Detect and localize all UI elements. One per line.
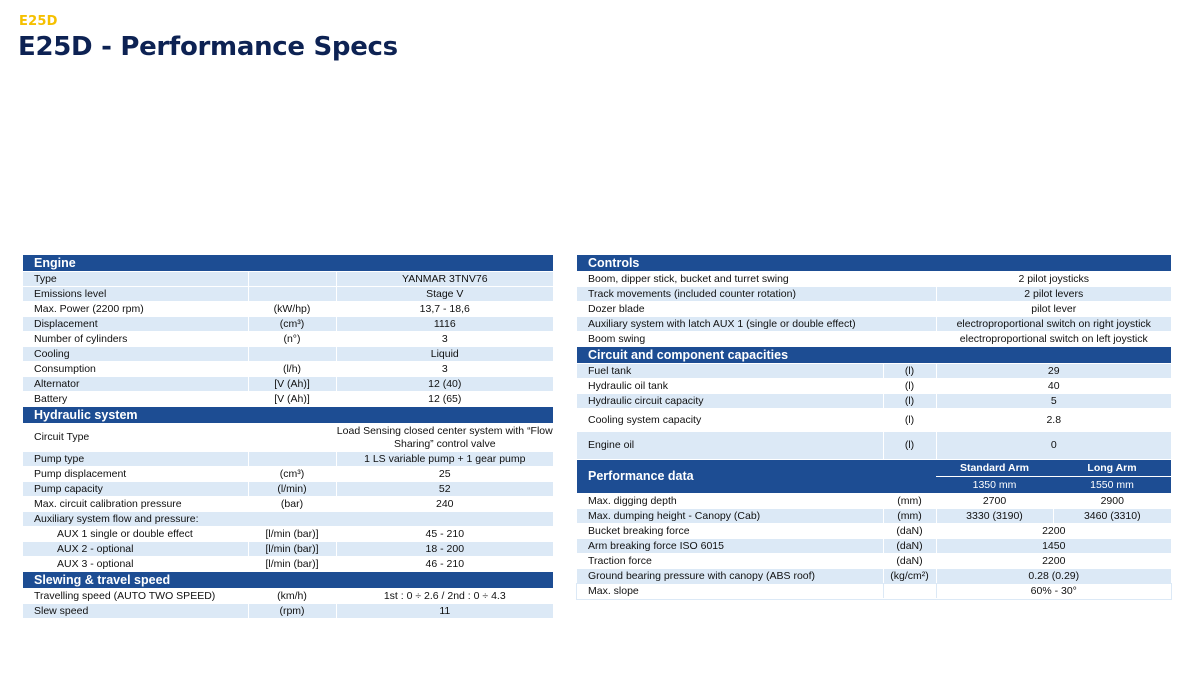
row-value: 1st : 0 ÷ 2.6 / 2nd : 0 ÷ 4.3 (336, 589, 553, 604)
row-unit: (n°) (248, 332, 336, 347)
table-row (23, 497, 553, 512)
table-row (23, 347, 553, 362)
row-label: Max. slope (577, 584, 883, 599)
table-row (23, 287, 553, 302)
row-unit: [V (Ah)] (248, 392, 336, 407)
right-spec-table (577, 255, 1171, 599)
row-value: 1116 (336, 317, 553, 332)
table-row (577, 332, 1171, 347)
row-value: 2.8 (936, 409, 1171, 432)
performance-section-title: Performance data (577, 460, 936, 494)
row-label: Ground bearing pressure with canopy (ABS roof) (577, 569, 883, 584)
row-unit: (daN) (883, 539, 936, 554)
row-unit: (l) (883, 432, 936, 460)
row-value: 45 - 210 (336, 527, 553, 542)
table-row (577, 539, 1171, 554)
hydraulic-section-title: Hydraulic system (23, 407, 553, 424)
row-label: Auxiliary system flow and pressure: (23, 512, 553, 527)
row-value: electroproportional switch on right joystick (936, 317, 1171, 332)
table-row (23, 467, 553, 482)
row-label: AUX 3 - optional (23, 557, 248, 572)
row-unit: (l) (883, 379, 936, 394)
table-row (23, 377, 553, 392)
row-unit (248, 452, 336, 467)
capacities-section-header (577, 347, 1171, 364)
standard-arm-length: 1350 mm (936, 477, 1053, 494)
row-value: pilot lever (936, 302, 1171, 317)
row-value: 46 - 210 (336, 557, 553, 572)
row-unit: (daN) (883, 554, 936, 569)
table-row (577, 494, 1171, 509)
row-unit: (km/h) (248, 589, 336, 604)
table-row (23, 424, 553, 452)
row-label: Cooling system capacity (577, 409, 883, 432)
row-label: Displacement (23, 317, 248, 332)
row-value: 2200 (936, 524, 1171, 539)
row-label: Arm breaking force ISO 6015 (577, 539, 883, 554)
slewing-section-title: Slewing & travel speed (23, 572, 553, 589)
table-row (577, 524, 1171, 539)
engine-section-header (23, 255, 553, 272)
row-value: 3 (336, 332, 553, 347)
row-unit (883, 584, 936, 599)
table-row (23, 452, 553, 467)
row-value: 18 - 200 (336, 542, 553, 557)
row-label: Fuel tank (577, 364, 883, 379)
row-label: Dozer blade (577, 302, 936, 317)
row-unit: (rpm) (248, 604, 336, 619)
row-unit (248, 424, 336, 452)
row-value: 240 (336, 497, 553, 512)
row-label: Track movements (included counter rotation) (577, 287, 936, 302)
left-spec-table (23, 255, 553, 619)
row-label: Travelling speed (AUTO TWO SPEED) (23, 589, 248, 604)
table-row (577, 302, 1171, 317)
table-row (23, 392, 553, 407)
row-label: Bucket breaking force (577, 524, 883, 539)
table-row (577, 509, 1171, 524)
row-value: 2 pilot levers (936, 287, 1171, 302)
row-value: 11 (336, 604, 553, 619)
row-label: Consumption (23, 362, 248, 377)
row-unit: (l) (883, 364, 936, 379)
row-value-standard: 2700 (936, 494, 1053, 509)
table-row (577, 432, 1171, 460)
row-value: 60% - 30° (936, 584, 1171, 599)
row-value: 52 (336, 482, 553, 497)
row-value: 0.28 (0.29) (936, 569, 1171, 584)
row-label: Traction force (577, 554, 883, 569)
controls-section-header (577, 255, 1171, 272)
row-value: Liquid (336, 347, 553, 362)
table-row (577, 394, 1171, 409)
table-row (23, 527, 553, 542)
row-label: Type (23, 272, 248, 287)
long-arm-header: Long Arm (1053, 460, 1171, 477)
row-label: Cooling (23, 347, 248, 362)
row-unit: (l) (883, 394, 936, 409)
row-value-long: 3460 (3310) (1053, 509, 1171, 524)
row-unit (248, 287, 336, 302)
row-unit: (l/h) (248, 362, 336, 377)
row-label: Number of cylinders (23, 332, 248, 347)
row-value: electroproportional switch on left joystick (936, 332, 1171, 347)
row-unit (248, 272, 336, 287)
row-label: Max. Power (2200 rpm) (23, 302, 248, 317)
controls-section-title: Controls (577, 255, 1171, 272)
row-value: 5 (936, 394, 1171, 409)
row-unit: (l/min) (248, 482, 336, 497)
capacities-section-title: Circuit and component capacities (577, 347, 1171, 364)
table-row (23, 272, 553, 287)
page-kicker: E25D (19, 14, 58, 29)
row-unit: (mm) (883, 494, 936, 509)
row-label: Hydraulic oil tank (577, 379, 883, 394)
row-unit: (l) (883, 409, 936, 432)
row-label: Engine oil (577, 432, 883, 460)
table-row (577, 287, 1171, 302)
row-label: Circuit Type (23, 424, 248, 452)
row-label: Pump displacement (23, 467, 248, 482)
row-value: 1 LS variable pump + 1 gear pump (336, 452, 553, 467)
standard-arm-header: Standard Arm (936, 460, 1053, 477)
table-row (577, 364, 1171, 379)
row-label: Max. circuit calibration pressure (23, 497, 248, 512)
table-row (23, 362, 553, 377)
row-label: Boom, dipper stick, bucket and turret swing (577, 272, 936, 287)
hydraulic-section-header (23, 407, 553, 424)
table-row (577, 569, 1171, 584)
row-label: Pump type (23, 452, 248, 467)
row-unit: (kg/cm²) (883, 569, 936, 584)
performance-section-header (577, 460, 1171, 477)
row-label: Max. dumping height - Canopy (Cab) (577, 509, 883, 524)
row-label: Boom swing (577, 332, 936, 347)
table-row (23, 604, 553, 619)
row-value: 12 (40) (336, 377, 553, 392)
row-value: 0 (936, 432, 1171, 460)
row-label: Pump capacity (23, 482, 248, 497)
row-value: YANMAR 3TNV76 (336, 272, 553, 287)
table-row (23, 302, 553, 317)
table-row (23, 512, 553, 527)
row-value: 25 (336, 467, 553, 482)
table-row (577, 379, 1171, 394)
page-title: E25D - Performance Specs (18, 32, 398, 62)
row-value: 2200 (936, 554, 1171, 569)
row-unit: (daN) (883, 524, 936, 539)
row-label: Max. digging depth (577, 494, 883, 509)
row-value: 3 (336, 362, 553, 377)
table-row (577, 584, 1171, 599)
table-row (23, 332, 553, 347)
row-label: Auxiliary system with latch AUX 1 (single or double effect) (577, 317, 936, 332)
row-value: 40 (936, 379, 1171, 394)
table-row (577, 272, 1171, 287)
table-row (23, 557, 553, 572)
row-value: 2 pilot joysticks (936, 272, 1171, 287)
row-unit: (bar) (248, 497, 336, 512)
row-value: 13,7 - 18,6 (336, 302, 553, 317)
row-value: 29 (936, 364, 1171, 379)
row-label: Emissions level (23, 287, 248, 302)
row-label: Slew speed (23, 604, 248, 619)
row-value-long: 2900 (1053, 494, 1171, 509)
row-unit: [l/min (bar)] (248, 557, 336, 572)
row-label: AUX 2 - optional (23, 542, 248, 557)
table-row (23, 482, 553, 497)
row-value: 12 (65) (336, 392, 553, 407)
row-unit: [V (Ah)] (248, 377, 336, 392)
table-row (577, 554, 1171, 569)
table-row (577, 409, 1171, 432)
row-value: Stage V (336, 287, 553, 302)
table-row (23, 589, 553, 604)
row-unit (248, 347, 336, 362)
row-label: Battery (23, 392, 248, 407)
row-value: 1450 (936, 539, 1171, 554)
row-value-standard: 3330 (3190) (936, 509, 1053, 524)
table-row (577, 317, 1171, 332)
row-unit: (mm) (883, 509, 936, 524)
row-label: Hydraulic circuit capacity (577, 394, 883, 409)
row-unit: [l/min (bar)] (248, 527, 336, 542)
row-unit: (cm³) (248, 317, 336, 332)
row-unit: (cm³) (248, 467, 336, 482)
row-unit: [l/min (bar)] (248, 542, 336, 557)
table-row (23, 542, 553, 557)
engine-section-title: Engine (23, 255, 553, 272)
row-label: Alternator (23, 377, 248, 392)
row-value: Load Sensing closed center system with “Flow Sharing” control valve (336, 424, 553, 450)
row-label: AUX 1 single or double effect (23, 527, 248, 542)
table-row (23, 317, 553, 332)
slewing-section-header (23, 572, 553, 589)
long-arm-length: 1550 mm (1053, 477, 1171, 494)
row-unit: (kW/hp) (248, 302, 336, 317)
